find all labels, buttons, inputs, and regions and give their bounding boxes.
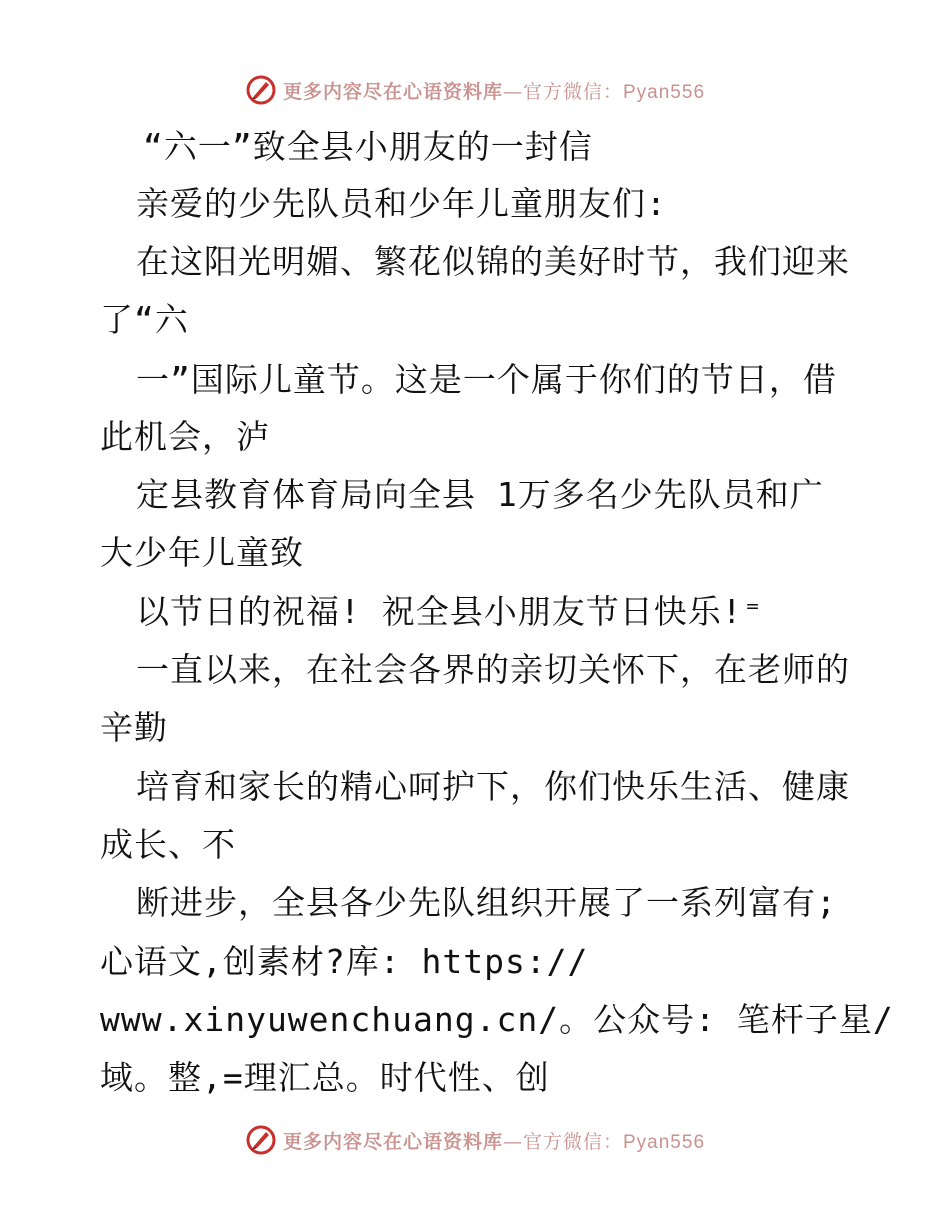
paragraph-line: 亲爱的少先队员和少年儿童朋友们: (136, 184, 667, 223)
banner-text (283, 1127, 705, 1154)
paragraph-line: 域。整,=理汇总。时代性、创 (100, 1058, 550, 1097)
brand-logo-icon (245, 74, 277, 106)
paragraph-line: 了“六 (100, 300, 189, 339)
paragraph-line: 在这阳光明媚、繁花似锦的美好时节，我们迎来 (136, 242, 850, 281)
paragraph-line: www.xinyuwenchuang.cn/。公众号: 笔杆子星/ (100, 1000, 894, 1039)
paragraph-line: 以节日的祝福! 祝全县小朋友节日快乐!⁼ (136, 592, 764, 631)
banner-title: 更多内容尽在心语资料库 (282, 1130, 503, 1153)
header-banner (0, 70, 950, 110)
banner-title: 更多内容尽在心语资料库 (282, 80, 503, 103)
banner-separator: — (502, 80, 523, 103)
banner-wechat-label: 官方微信： (522, 80, 623, 103)
banner-wechat-label: 官方微信： (522, 1130, 623, 1153)
paragraph-line: 此机会，泸 (100, 417, 270, 456)
paragraph-line: 心语文,创素材?库: https:// (100, 942, 589, 981)
document-title: “六一”致全县小朋友的一封信 (143, 127, 593, 166)
paragraph-line: 大少年儿童致 (100, 533, 304, 572)
paragraph-line: 培育和家长的精心呵护下，你们快乐生活、健康 (136, 767, 850, 806)
banner-text (283, 77, 705, 104)
brand-logo-icon (245, 1124, 277, 1156)
paragraph-line: 一”国际儿童节。这是一个属于你们的节日，借 (136, 360, 837, 399)
banner-wechat-id: Pyan556 (623, 1131, 706, 1153)
paragraph-line: 一直以来，在社会各界的亲切关怀下，在老师的 (136, 650, 850, 689)
paragraph-line: 断进步，全县各少先队组织开展了一系列富有; (136, 883, 837, 922)
banner-separator: — (502, 1130, 523, 1153)
paragraph-line: 辛勤 (100, 708, 168, 747)
paragraph-line: 成长、不 (100, 825, 236, 864)
banner-wechat-id: Pyan556 (623, 81, 706, 103)
paragraph-line: 定县教育体育局向全县 1万多名少先队员和广 (136, 475, 824, 514)
footer-banner (0, 1120, 950, 1160)
